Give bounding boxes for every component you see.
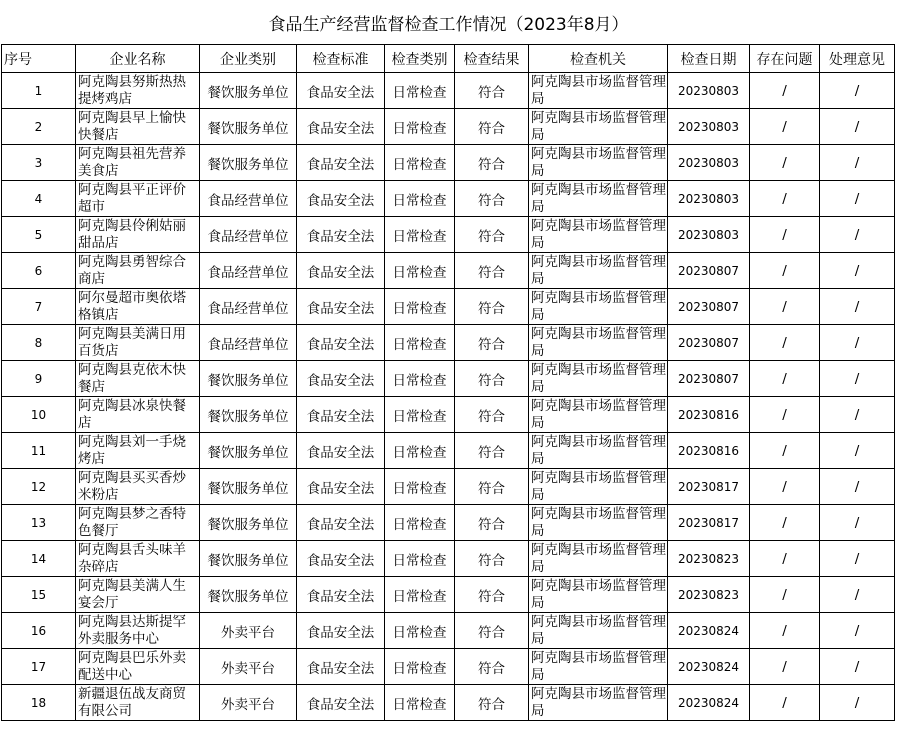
cell-result: 符合 [455, 289, 529, 325]
cell-agency: 阿克陶县市场监督管理局 [529, 325, 668, 361]
cell-opinion: / [820, 181, 895, 217]
cell-agency: 阿克陶县市场监督管理局 [529, 433, 668, 469]
cell-opinion: / [820, 109, 895, 145]
cell-issue: / [750, 505, 820, 541]
cell-issue: / [750, 649, 820, 685]
cell-opinion: / [820, 613, 895, 649]
table-row [2, 397, 895, 433]
cell-company-name: 阿克陶县舌头味羊杂碎店 [76, 541, 200, 577]
cell-check-type: 日常检查 [385, 433, 455, 469]
table-body [2, 73, 895, 721]
cell-result: 符合 [455, 433, 529, 469]
table-row [2, 361, 895, 397]
cell-issue: / [750, 289, 820, 325]
cell-seq: 10 [2, 397, 76, 433]
cell-check-type: 日常检查 [385, 325, 455, 361]
cell-opinion: / [820, 649, 895, 685]
cell-check-type: 日常检查 [385, 145, 455, 181]
cell-company-name: 阿克陶县梦之香特色餐厅 [76, 505, 200, 541]
cell-agency: 阿克陶县市场监督管理局 [529, 577, 668, 613]
cell-result: 符合 [455, 181, 529, 217]
cell-category: 餐饮服务单位 [200, 577, 297, 613]
cell-company-name: 阿克陶县巴乐外卖配送中心 [76, 649, 200, 685]
cell-standard: 食品安全法 [297, 181, 385, 217]
cell-company-name: 阿克陶县买买香炒米粉店 [76, 469, 200, 505]
cell-opinion: / [820, 145, 895, 181]
cell-date: 20230807 [668, 253, 750, 289]
cell-seq: 18 [2, 685, 76, 721]
cell-result: 符合 [455, 217, 529, 253]
cell-issue: / [750, 361, 820, 397]
cell-agency: 阿克陶县市场监督管理局 [529, 181, 668, 217]
cell-date: 20230816 [668, 433, 750, 469]
cell-agency: 阿克陶县市场监督管理局 [529, 217, 668, 253]
cell-standard: 食品安全法 [297, 253, 385, 289]
cell-standard: 食品安全法 [297, 109, 385, 145]
cell-agency: 阿克陶县市场监督管理局 [529, 253, 668, 289]
cell-issue: / [750, 577, 820, 613]
cell-issue: / [750, 541, 820, 577]
cell-check-type: 日常检查 [385, 613, 455, 649]
cell-date: 20230803 [668, 217, 750, 253]
cell-check-type: 日常检查 [385, 109, 455, 145]
cell-seq: 7 [2, 289, 76, 325]
cell-company-name: 阿克陶县美满人生宴会厅 [76, 577, 200, 613]
cell-standard: 食品安全法 [297, 145, 385, 181]
cell-check-type: 日常检查 [385, 577, 455, 613]
table-row [2, 685, 895, 721]
cell-result: 符合 [455, 253, 529, 289]
cell-result: 符合 [455, 541, 529, 577]
cell-opinion: / [820, 397, 895, 433]
header-standard: 检查标准 [297, 45, 385, 73]
cell-company-name: 阿克陶县平正评价超市 [76, 181, 200, 217]
cell-seq: 3 [2, 145, 76, 181]
cell-agency: 阿克陶县市场监督管理局 [529, 613, 668, 649]
header-type: 检查类别 [385, 45, 455, 73]
cell-issue: / [750, 469, 820, 505]
cell-standard: 食品安全法 [297, 361, 385, 397]
cell-standard: 食品安全法 [297, 469, 385, 505]
cell-check-type: 日常检查 [385, 397, 455, 433]
cell-standard: 食品安全法 [297, 73, 385, 109]
cell-agency: 阿克陶县市场监督管理局 [529, 289, 668, 325]
cell-agency: 阿克陶县市场监督管理局 [529, 73, 668, 109]
cell-category: 餐饮服务单位 [200, 73, 297, 109]
cell-date: 20230817 [668, 469, 750, 505]
cell-seq: 11 [2, 433, 76, 469]
cell-date: 20230817 [668, 505, 750, 541]
cell-check-type: 日常检查 [385, 469, 455, 505]
cell-result: 符合 [455, 649, 529, 685]
cell-company-name: 阿克陶县早上愉快快餐店 [76, 109, 200, 145]
cell-category: 餐饮服务单位 [200, 109, 297, 145]
cell-opinion: / [820, 469, 895, 505]
cell-date: 20230823 [668, 541, 750, 577]
table-row [2, 73, 895, 109]
cell-company-name: 新疆退伍战友商贸有限公司 [76, 685, 200, 721]
cell-issue: / [750, 325, 820, 361]
cell-check-type: 日常检查 [385, 217, 455, 253]
cell-category: 餐饮服务单位 [200, 361, 297, 397]
cell-standard: 食品安全法 [297, 325, 385, 361]
table-header-row [2, 45, 895, 73]
cell-category: 食品经营单位 [200, 217, 297, 253]
table-row [2, 469, 895, 505]
inspection-table [1, 44, 895, 721]
cell-result: 符合 [455, 397, 529, 433]
cell-company-name: 阿克陶县伶俐姑丽甜品店 [76, 217, 200, 253]
cell-result: 符合 [455, 361, 529, 397]
cell-agency: 阿克陶县市场监督管理局 [529, 109, 668, 145]
cell-check-type: 日常检查 [385, 73, 455, 109]
cell-opinion: / [820, 73, 895, 109]
cell-check-type: 日常检查 [385, 181, 455, 217]
cell-seq: 17 [2, 649, 76, 685]
cell-date: 20230823 [668, 577, 750, 613]
header-result: 检查结果 [455, 45, 529, 73]
cell-result: 符合 [455, 109, 529, 145]
cell-check-type: 日常检查 [385, 541, 455, 577]
cell-date: 20230803 [668, 73, 750, 109]
cell-seq: 14 [2, 541, 76, 577]
cell-opinion: / [820, 289, 895, 325]
cell-category: 餐饮服务单位 [200, 541, 297, 577]
cell-agency: 阿克陶县市场监督管理局 [529, 361, 668, 397]
cell-standard: 食品安全法 [297, 577, 385, 613]
cell-category: 餐饮服务单位 [200, 505, 297, 541]
cell-opinion: / [820, 253, 895, 289]
table-row [2, 181, 895, 217]
cell-opinion: / [820, 577, 895, 613]
cell-seq: 13 [2, 505, 76, 541]
cell-date: 20230803 [668, 181, 750, 217]
cell-company-name: 阿克陶县努斯热热提烤鸡店 [76, 73, 200, 109]
cell-agency: 阿克陶县市场监督管理局 [529, 649, 668, 685]
cell-opinion: / [820, 361, 895, 397]
cell-category: 外卖平台 [200, 685, 297, 721]
cell-category: 餐饮服务单位 [200, 469, 297, 505]
header-agency: 检查机关 [529, 45, 668, 73]
table-row [2, 577, 895, 613]
table-row [2, 325, 895, 361]
cell-standard: 食品安全法 [297, 397, 385, 433]
cell-issue: / [750, 253, 820, 289]
cell-issue: / [750, 433, 820, 469]
cell-date: 20230807 [668, 361, 750, 397]
cell-check-type: 日常检查 [385, 289, 455, 325]
cell-opinion: / [820, 541, 895, 577]
cell-seq: 2 [2, 109, 76, 145]
cell-category: 外卖平台 [200, 613, 297, 649]
cell-standard: 食品安全法 [297, 433, 385, 469]
cell-seq: 8 [2, 325, 76, 361]
cell-result: 符合 [455, 469, 529, 505]
header-opinion: 处理意见 [820, 45, 895, 73]
header-issue: 存在问题 [750, 45, 820, 73]
table-row [2, 217, 895, 253]
cell-date: 20230824 [668, 613, 750, 649]
cell-issue: / [750, 217, 820, 253]
header-date: 检查日期 [668, 45, 750, 73]
cell-check-type: 日常检查 [385, 685, 455, 721]
table-row [2, 613, 895, 649]
cell-company-name: 阿克陶县克依木快餐店 [76, 361, 200, 397]
cell-check-type: 日常检查 [385, 361, 455, 397]
cell-company-name: 阿克陶县美满日用百货店 [76, 325, 200, 361]
header-name: 企业名称 [76, 45, 200, 73]
cell-result: 符合 [455, 505, 529, 541]
cell-seq: 6 [2, 253, 76, 289]
cell-check-type: 日常检查 [385, 253, 455, 289]
cell-company-name: 阿克陶县达斯提罕外卖服务中心 [76, 613, 200, 649]
cell-seq: 16 [2, 613, 76, 649]
cell-date: 20230807 [668, 289, 750, 325]
cell-date: 20230824 [668, 685, 750, 721]
cell-standard: 食品安全法 [297, 649, 385, 685]
cell-opinion: / [820, 685, 895, 721]
cell-result: 符合 [455, 577, 529, 613]
cell-company-name: 阿克陶县刘一手烧烤店 [76, 433, 200, 469]
header-category: 企业类别 [200, 45, 297, 73]
cell-date: 20230803 [668, 109, 750, 145]
table-row [2, 505, 895, 541]
cell-standard: 食品安全法 [297, 505, 385, 541]
cell-issue: / [750, 685, 820, 721]
cell-category: 餐饮服务单位 [200, 145, 297, 181]
cell-result: 符合 [455, 613, 529, 649]
cell-category: 食品经营单位 [200, 181, 297, 217]
cell-issue: / [750, 109, 820, 145]
cell-seq: 15 [2, 577, 76, 613]
cell-company-name: 阿克陶县祖先营养美食店 [76, 145, 200, 181]
cell-company-name: 阿尔曼超市奥依塔格镇店 [76, 289, 200, 325]
table-row [2, 541, 895, 577]
cell-category: 餐饮服务单位 [200, 397, 297, 433]
cell-standard: 食品安全法 [297, 541, 385, 577]
cell-date: 20230824 [668, 649, 750, 685]
cell-agency: 阿克陶县市场监督管理局 [529, 469, 668, 505]
table-row [2, 649, 895, 685]
cell-agency: 阿克陶县市场监督管理局 [529, 541, 668, 577]
cell-issue: / [750, 397, 820, 433]
cell-result: 符合 [455, 73, 529, 109]
cell-category: 餐饮服务单位 [200, 433, 297, 469]
cell-result: 符合 [455, 145, 529, 181]
header-seq: 序号 [2, 45, 76, 73]
table-row [2, 109, 895, 145]
cell-seq: 1 [2, 73, 76, 109]
cell-result: 符合 [455, 325, 529, 361]
cell-check-type: 日常检查 [385, 505, 455, 541]
cell-standard: 食品安全法 [297, 289, 385, 325]
cell-standard: 食品安全法 [297, 217, 385, 253]
cell-result: 符合 [455, 685, 529, 721]
cell-check-type: 日常检查 [385, 649, 455, 685]
cell-agency: 阿克陶县市场监督管理局 [529, 145, 668, 181]
cell-seq: 5 [2, 217, 76, 253]
cell-category: 食品经营单位 [200, 289, 297, 325]
cell-opinion: / [820, 505, 895, 541]
cell-opinion: / [820, 325, 895, 361]
cell-issue: / [750, 181, 820, 217]
cell-agency: 阿克陶县市场监督管理局 [529, 505, 668, 541]
cell-standard: 食品安全法 [297, 685, 385, 721]
cell-issue: / [750, 613, 820, 649]
cell-date: 20230803 [668, 145, 750, 181]
table-row [2, 433, 895, 469]
cell-date: 20230816 [668, 397, 750, 433]
cell-seq: 12 [2, 469, 76, 505]
cell-category: 食品经营单位 [200, 253, 297, 289]
cell-issue: / [750, 145, 820, 181]
cell-agency: 阿克陶县市场监督管理局 [529, 685, 668, 721]
cell-company-name: 阿克陶县勇智综合商店 [76, 253, 200, 289]
table-row [2, 253, 895, 289]
cell-seq: 4 [2, 181, 76, 217]
table-row [2, 289, 895, 325]
cell-category: 外卖平台 [200, 649, 297, 685]
cell-date: 20230807 [668, 325, 750, 361]
page-title: 食品生产经营监督检查工作情况（2023年8月） [268, 15, 629, 35]
cell-company-name: 阿克陶县冰泉快餐店 [76, 397, 200, 433]
cell-standard: 食品安全法 [297, 613, 385, 649]
cell-agency: 阿克陶县市场监督管理局 [529, 397, 668, 433]
cell-category: 食品经营单位 [200, 325, 297, 361]
cell-issue: / [750, 73, 820, 109]
cell-opinion: / [820, 217, 895, 253]
table-row [2, 145, 895, 181]
cell-opinion: / [820, 433, 895, 469]
cell-seq: 9 [2, 361, 76, 397]
